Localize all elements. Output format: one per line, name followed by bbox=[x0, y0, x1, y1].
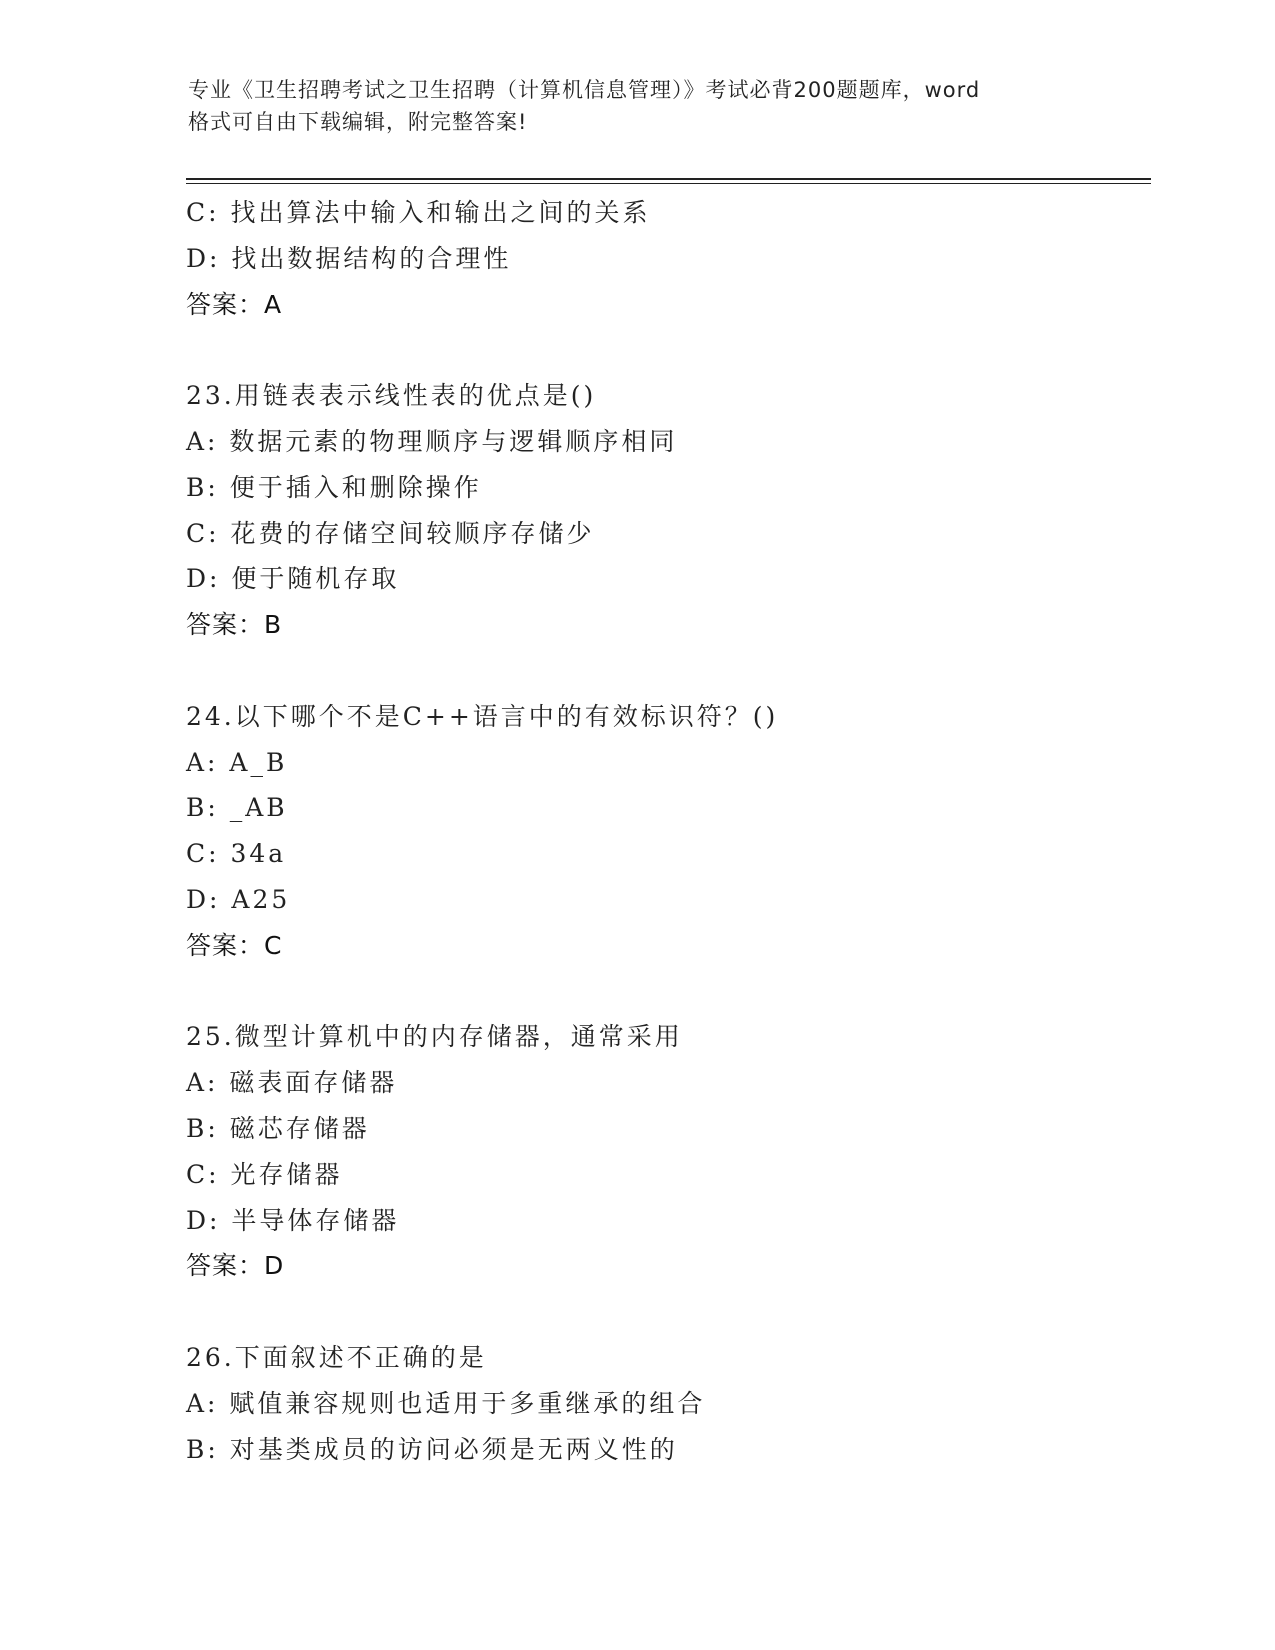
option-c: C: 花费的存储空间较顺序存储少 bbox=[186, 518, 595, 548]
question-text: 23.用链表表示线性表的优点是() bbox=[186, 381, 597, 411]
option-b: B: 便于插入和删除操作 bbox=[186, 472, 482, 502]
header-divider-thick bbox=[186, 178, 1151, 180]
option-d: D: A25 bbox=[186, 884, 291, 914]
answer-label: 答案：C bbox=[186, 930, 283, 960]
option-c: C: 34a bbox=[186, 839, 287, 869]
spacer bbox=[186, 327, 1146, 373]
question-text: 25.微型计算机中的内存储器，通常采用 bbox=[186, 1022, 683, 1052]
spacer bbox=[186, 648, 1146, 694]
question-22-tail bbox=[186, 190, 1146, 327]
header-divider-thin bbox=[186, 183, 1151, 184]
question-24 bbox=[186, 694, 1146, 969]
question-text: 26.下面叙述不正确的是 bbox=[186, 1342, 487, 1372]
option-c: C: 找出算法中输入和输出之间的关系 bbox=[186, 198, 651, 227]
answer-label: 答案：D bbox=[186, 1251, 285, 1281]
option-c: C: 光存储器 bbox=[186, 1159, 343, 1189]
option-a: A: 数据元素的物理顺序与逻辑顺序相同 bbox=[186, 426, 678, 456]
option-b: B: 对基类成员的访问必须是无两义性的 bbox=[186, 1434, 678, 1464]
question-25 bbox=[186, 1014, 1146, 1289]
header-title-line-2: 格式可自由下载编辑，附完整答案! bbox=[188, 110, 528, 134]
document-header bbox=[188, 74, 1108, 138]
option-d: D: 便于随机存取 bbox=[186, 564, 400, 594]
spacer bbox=[186, 969, 1146, 1015]
option-b: B: _AB bbox=[186, 793, 288, 823]
option-a: A: 赋值兼容规则也适用于多重继承的组合 bbox=[186, 1388, 706, 1418]
option-a: A: 磁表面存储器 bbox=[186, 1068, 398, 1098]
spacer bbox=[186, 1289, 1146, 1335]
question-text: 24.以下哪个不是C++语言中的有效标识符？() bbox=[186, 701, 779, 731]
question-23 bbox=[186, 373, 1146, 648]
option-d: D: 找出数据结构的合理性 bbox=[186, 243, 512, 273]
answer-label: 答案：B bbox=[186, 610, 283, 640]
question-list bbox=[186, 190, 1146, 1472]
option-a: A: A_B bbox=[186, 747, 288, 777]
option-d: D: 半导体存储器 bbox=[186, 1205, 400, 1235]
answer-label: 答案：A bbox=[186, 289, 283, 319]
question-26 bbox=[186, 1335, 1146, 1472]
option-b: B: 磁芯存储器 bbox=[186, 1113, 370, 1143]
header-title-line-1: 专业《卫生招聘考试之卫生招聘（计算机信息管理）》考试必背200题题库，word bbox=[188, 78, 981, 102]
